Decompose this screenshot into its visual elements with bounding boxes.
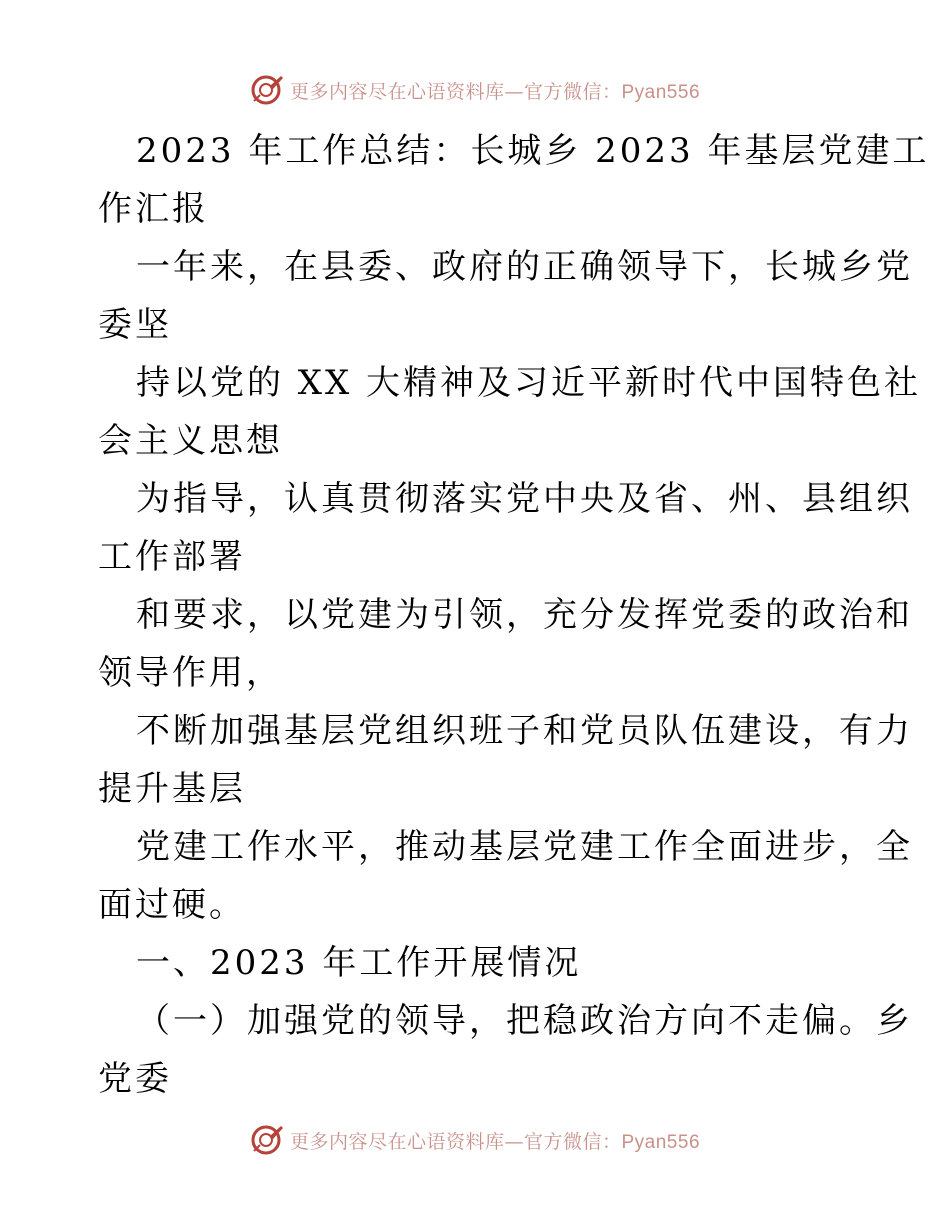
text-line: 领导作用，	[98, 653, 283, 693]
text-line: 党建工作水平，推动基层党建工作全面进步，全	[136, 827, 913, 867]
pen-logo-icon	[250, 73, 284, 107]
text-line: 委坚	[98, 305, 172, 345]
pen-logo-icon	[250, 1123, 284, 1157]
document-body	[98, 122, 930, 1108]
header-watermark	[0, 70, 950, 110]
text-line: 工作部署	[98, 537, 246, 577]
text-line: 持以党的 XX 大精神及习近平新时代中国特色社	[136, 363, 922, 403]
text-line: 和要求，以党建为引领，充分发挥党委的政治和	[136, 595, 913, 635]
text-line: 一、2023 年工作开展情况	[136, 943, 582, 983]
text-line: 2023 年工作总结：长城乡 2023 年基层党建工	[136, 131, 930, 171]
text-line: （一）加强党的领导，把稳政治方向不走偏。乡	[136, 1001, 913, 1041]
text-line: 为指导，认真贯彻落实党中央及省、州、县组织	[136, 479, 913, 519]
text-line: 一年来，在县委、政府的正确领导下，长城乡党	[136, 247, 913, 287]
footer-watermark	[0, 1120, 950, 1160]
text-line: 会主义思想	[98, 421, 283, 461]
watermark-text: 更多内容尽在心语资料库—官方微信：Pyan556	[289, 1130, 701, 1153]
text-line: 面过硬。	[98, 885, 246, 925]
text-line: 提升基层	[98, 769, 246, 809]
text-line: 作汇报	[98, 189, 209, 229]
text-line: 不断加强基层党组织班子和党员队伍建设，有力	[136, 711, 913, 751]
watermark-text: 更多内容尽在心语资料库—官方微信：Pyan556	[289, 80, 701, 103]
text-line: 党委	[98, 1059, 172, 1099]
